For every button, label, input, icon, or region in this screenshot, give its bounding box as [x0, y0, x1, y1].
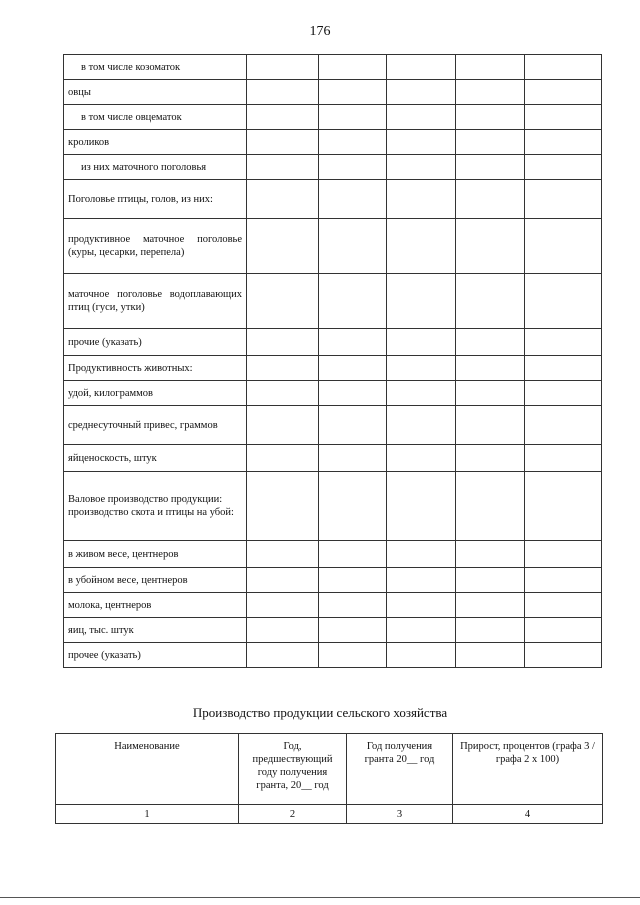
header-name: Наименование [56, 734, 239, 805]
row-label: в убойном весе, центнеров [64, 568, 247, 593]
table-row [64, 80, 602, 105]
empty-cell [387, 472, 456, 541]
empty-cell [247, 406, 319, 445]
row-label: Поголовье птицы, голов, из них: [64, 180, 247, 219]
empty-cell [319, 541, 387, 568]
empty-cell [456, 55, 525, 80]
production-header-row [56, 734, 603, 805]
empty-cell [456, 180, 525, 219]
empty-cell [387, 130, 456, 155]
empty-cell [456, 406, 525, 445]
empty-cell [456, 472, 525, 541]
row-label: в живом весе, центнеров [64, 541, 247, 568]
empty-cell [456, 445, 525, 472]
table-row [64, 445, 602, 472]
row-label: овцы [64, 80, 247, 105]
empty-cell [387, 155, 456, 180]
row-label: прочее (указать) [64, 643, 247, 668]
empty-cell [247, 274, 319, 329]
empty-cell [525, 55, 602, 80]
table-row [64, 381, 602, 406]
empty-cell [319, 219, 387, 274]
page-number: 176 [309, 24, 331, 39]
table-row [64, 55, 602, 80]
empty-cell [247, 329, 319, 356]
empty-cell [247, 643, 319, 668]
empty-cell [387, 356, 456, 381]
empty-cell [387, 55, 456, 80]
empty-cell [525, 105, 602, 130]
production-table [55, 733, 603, 824]
empty-cell [456, 541, 525, 568]
empty-cell [319, 180, 387, 219]
empty-cell [247, 472, 319, 541]
column-number-row [56, 805, 603, 824]
empty-cell [525, 541, 602, 568]
empty-cell [525, 381, 602, 406]
empty-cell [247, 618, 319, 643]
empty-cell [525, 155, 602, 180]
empty-cell [456, 568, 525, 593]
empty-cell [525, 180, 602, 219]
empty-cell [387, 618, 456, 643]
row-label: яйценоскость, штук [64, 445, 247, 472]
empty-cell [387, 219, 456, 274]
row-label: в том числе козоматок [64, 55, 247, 80]
empty-cell [319, 381, 387, 406]
empty-cell [247, 130, 319, 155]
table-row [64, 329, 602, 356]
row-label: из них маточного поголовья [64, 155, 247, 180]
empty-cell [387, 643, 456, 668]
empty-cell [247, 80, 319, 105]
empty-cell [319, 356, 387, 381]
bottom-rule [0, 897, 640, 898]
empty-cell [387, 329, 456, 356]
empty-cell [387, 445, 456, 472]
row-label: кроликов [64, 130, 247, 155]
empty-cell [247, 381, 319, 406]
empty-cell [247, 541, 319, 568]
row-label: среднесуточный привес, граммов [64, 406, 247, 445]
empty-cell [247, 568, 319, 593]
empty-cell [247, 105, 319, 130]
empty-cell [525, 406, 602, 445]
empty-cell [387, 593, 456, 618]
empty-cell [525, 80, 602, 105]
empty-cell [525, 130, 602, 155]
empty-cell [456, 356, 525, 381]
empty-cell [247, 155, 319, 180]
row-label: прочие (указать) [64, 329, 247, 356]
table-row [64, 472, 602, 541]
table-row [64, 219, 602, 274]
empty-cell [387, 568, 456, 593]
empty-cell [319, 406, 387, 445]
empty-cell [456, 219, 525, 274]
empty-cell [387, 80, 456, 105]
empty-cell [456, 381, 525, 406]
table-row [64, 643, 602, 668]
table-row [64, 593, 602, 618]
empty-cell [456, 274, 525, 329]
table-row [64, 274, 602, 329]
empty-cell [387, 105, 456, 130]
header-prev-year: Год, предшествующий году получения гранта, 20__ год [239, 734, 347, 805]
empty-cell [525, 593, 602, 618]
empty-cell [319, 472, 387, 541]
empty-cell [456, 80, 525, 105]
empty-cell [525, 219, 602, 274]
empty-cell [387, 274, 456, 329]
empty-cell [319, 155, 387, 180]
empty-cell [456, 155, 525, 180]
empty-cell [319, 55, 387, 80]
row-label: в том числе овцематок [64, 105, 247, 130]
empty-cell [525, 618, 602, 643]
column-number-2: 2 [239, 805, 347, 824]
empty-cell [456, 643, 525, 668]
empty-cell [525, 472, 602, 541]
empty-cell [525, 445, 602, 472]
row-label: удой, килограммов [64, 381, 247, 406]
row-label: продуктивное маточное поголовье (куры, цесарки, перепела) [64, 219, 247, 274]
table-row [64, 568, 602, 593]
table-row [64, 105, 602, 130]
row-label: молока, центнеров [64, 593, 247, 618]
empty-cell [387, 541, 456, 568]
empty-cell [456, 618, 525, 643]
empty-cell [247, 55, 319, 80]
row-label: яиц, тыс. штук [64, 618, 247, 643]
livestock-table [63, 54, 602, 668]
row-label: Валовое производство продукции: производство скота и птицы на убой: [64, 472, 247, 541]
row-label: Продуктивность животных: [64, 356, 247, 381]
table-row [64, 130, 602, 155]
empty-cell [319, 618, 387, 643]
table-row [64, 180, 602, 219]
column-number-4: 4 [453, 805, 603, 824]
production-table-title: Производство продукции сельского хозяйства [192, 705, 448, 720]
empty-cell [247, 445, 319, 472]
column-number-1: 1 [56, 805, 239, 824]
empty-cell [525, 643, 602, 668]
empty-cell [247, 356, 319, 381]
empty-cell [525, 274, 602, 329]
empty-cell [319, 274, 387, 329]
header-growth: Прирост, процентов (графа 3 / графа 2 х 100) [453, 734, 603, 805]
empty-cell [456, 130, 525, 155]
empty-cell [319, 593, 387, 618]
empty-cell [319, 130, 387, 155]
empty-cell [319, 568, 387, 593]
row-label: маточное поголовье водоплавающих птиц (гуси, утки) [64, 274, 247, 329]
empty-cell [387, 406, 456, 445]
header-grant-year: Год получения гранта 20__ год [347, 734, 453, 805]
empty-cell [525, 329, 602, 356]
table-row [64, 541, 602, 568]
empty-cell [319, 643, 387, 668]
empty-cell [387, 381, 456, 406]
empty-cell [247, 219, 319, 274]
empty-cell [319, 445, 387, 472]
empty-cell [456, 329, 525, 356]
empty-cell [525, 568, 602, 593]
empty-cell [319, 105, 387, 130]
empty-cell [387, 180, 456, 219]
empty-cell [247, 593, 319, 618]
empty-cell [456, 593, 525, 618]
table-row [64, 155, 602, 180]
table-row [64, 356, 602, 381]
empty-cell [319, 329, 387, 356]
empty-cell [247, 180, 319, 219]
column-number-3: 3 [347, 805, 453, 824]
empty-cell [525, 356, 602, 381]
table-row [64, 406, 602, 445]
empty-cell [456, 105, 525, 130]
table-row [64, 618, 602, 643]
empty-cell [319, 80, 387, 105]
